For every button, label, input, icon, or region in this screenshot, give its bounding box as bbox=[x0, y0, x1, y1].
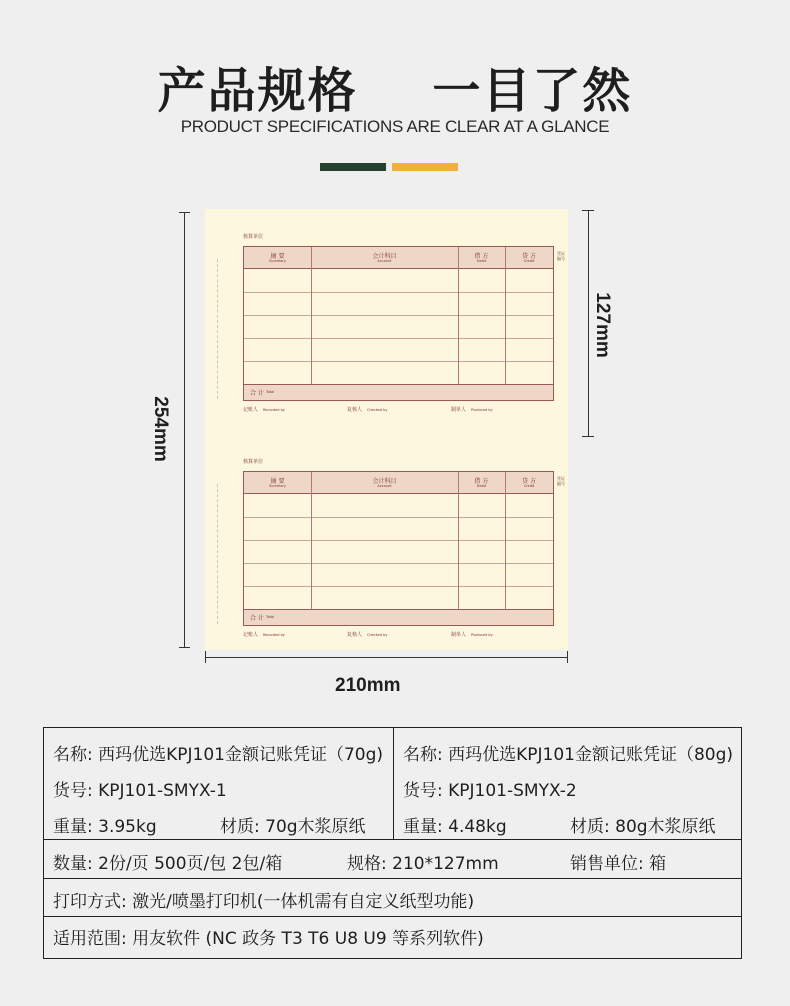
voucher-row bbox=[244, 517, 553, 518]
voucher-row bbox=[244, 586, 553, 587]
voucher-row bbox=[244, 540, 553, 541]
voucher-grid bbox=[243, 246, 554, 401]
voucher-column-header-en: Account bbox=[377, 484, 392, 488]
spec-left-item-no: 货号: KPJ101-SMYX-1 bbox=[53, 781, 227, 801]
voucher-total-label-en: Total bbox=[266, 615, 275, 619]
height-half-label: 127mm bbox=[592, 292, 613, 358]
voucher-column-header: 贷 方 bbox=[522, 478, 536, 485]
voucher-column-header: 会计科目 bbox=[372, 478, 397, 485]
voucher-bottom bbox=[205, 454, 568, 668]
voucher-row bbox=[244, 563, 553, 564]
width-dim-cap-right bbox=[567, 651, 568, 663]
voucher-column-header: 会计科目 bbox=[372, 253, 397, 260]
voucher-column-header-en: Debit bbox=[476, 484, 487, 488]
voucher-signer-en: Checked by bbox=[367, 408, 388, 412]
voucher-header-row bbox=[244, 247, 553, 269]
accent-bar-orange bbox=[392, 163, 458, 171]
voucher-signer-en: Produced by bbox=[471, 633, 493, 637]
perforation-line bbox=[217, 484, 218, 624]
voucher-signer: 制单人 bbox=[451, 632, 467, 638]
spec-right-material: 材质: 80g木浆原纸 bbox=[570, 817, 716, 837]
spec-divider bbox=[393, 728, 394, 839]
voucher-column-line bbox=[458, 247, 459, 386]
voucher-row bbox=[244, 361, 553, 362]
voucher-column-line bbox=[311, 247, 312, 386]
voucher-column-header-en: Credit bbox=[523, 484, 535, 488]
voucher-signer-en: Checked by bbox=[367, 633, 388, 637]
voucher-signer: 复核人 bbox=[347, 407, 363, 413]
voucher-total-row bbox=[244, 609, 553, 625]
half-dim-cap-top bbox=[582, 210, 594, 211]
spec-print-method: 打印方式: 激光/喷墨打印机(一体机需有自定义纸型功能) bbox=[53, 892, 475, 912]
voucher-row bbox=[244, 315, 553, 316]
voucher-top bbox=[205, 229, 568, 443]
spec-right-weight: 重量: 4.48kg bbox=[403, 817, 507, 837]
voucher-signer: 复核人 bbox=[347, 632, 363, 638]
spec-right-name: 名称: 西玛优选KPJ101金额记账凭证（80g) bbox=[403, 745, 734, 765]
voucher-total-row bbox=[244, 384, 553, 400]
title-sub: 一目了然 bbox=[432, 63, 633, 119]
voucher-unit-label: 核算单位 bbox=[243, 234, 264, 240]
spec-left-name: 名称: 西玛优选KPJ101金额记账凭证（70g) bbox=[53, 745, 384, 765]
voucher-side-text: 凭证编号 bbox=[557, 251, 565, 261]
voucher-row bbox=[244, 338, 553, 339]
voucher-column-header-en: Credit bbox=[523, 259, 535, 263]
voucher-column-line bbox=[505, 472, 506, 611]
voucher-column-header: 借 方 bbox=[474, 253, 489, 260]
voucher-column-header-en: Debit bbox=[476, 259, 487, 263]
voucher-column-header: 摘 要 bbox=[270, 478, 285, 485]
half-height-dim-line bbox=[588, 210, 589, 437]
voucher-column-line bbox=[311, 472, 312, 611]
height-dim-cap-bottom bbox=[179, 647, 190, 648]
voucher-total-label: 合 计 bbox=[250, 615, 264, 622]
spec-line bbox=[44, 839, 741, 840]
voucher-total-label: 合 计 bbox=[250, 390, 264, 397]
voucher-signer: 制单人 bbox=[451, 407, 467, 413]
voucher-side-text: 凭证编号 bbox=[557, 476, 565, 486]
voucher-total-label-en: Total bbox=[266, 390, 275, 394]
voucher-column-header: 借 方 bbox=[474, 478, 489, 485]
voucher-grid bbox=[243, 471, 554, 626]
voucher-signer: 记账人 bbox=[243, 632, 259, 638]
voucher-column-line bbox=[505, 247, 506, 386]
spec-left-material: 材质: 70g木浆原纸 bbox=[220, 817, 366, 837]
voucher-header-row bbox=[244, 472, 553, 494]
page-subtitle: PRODUCT SPECIFICATIONS ARE CLEAR AT A GLANCE bbox=[180, 117, 610, 136]
voucher-signer-en: Recorded by bbox=[263, 408, 285, 412]
voucher-column-line bbox=[458, 472, 459, 611]
title-main: 产品规格 bbox=[157, 63, 358, 119]
width-label: 210mm bbox=[335, 675, 401, 696]
voucher-column-header: 贷 方 bbox=[522, 253, 536, 260]
width-dim-cap-left bbox=[205, 651, 206, 663]
voucher-row bbox=[244, 292, 553, 293]
voucher-column-header-en: Summary bbox=[269, 484, 286, 488]
accent-bar-green bbox=[320, 163, 386, 171]
spec-scope: 适用范围: 用友软件 (NC 政务 T3 T6 U8 U9 等系列软件) bbox=[53, 929, 484, 949]
height-dim-cap-top bbox=[179, 212, 190, 213]
voucher-signer-en: Produced by bbox=[471, 408, 493, 412]
spec-line bbox=[44, 916, 741, 917]
spec-size: 规格: 210*127mm bbox=[347, 854, 499, 874]
voucher-paper bbox=[205, 209, 568, 650]
voucher-column-header-en: Summary bbox=[269, 259, 286, 263]
height-total-label: 254mm bbox=[150, 396, 171, 462]
half-dim-cap-bottom bbox=[582, 436, 594, 437]
voucher-signer-en: Recorded by bbox=[263, 633, 285, 637]
spec-table bbox=[43, 727, 742, 959]
spec-quantity: 数量: 2份/页 500页/包 2包/箱 bbox=[53, 854, 283, 874]
voucher-column-header: 摘 要 bbox=[270, 253, 285, 260]
voucher-unit-label: 核算单位 bbox=[243, 459, 264, 465]
perforation-line bbox=[217, 259, 218, 399]
spec-left-weight: 重量: 3.95kg bbox=[53, 817, 157, 837]
width-dim-line bbox=[205, 657, 568, 658]
spec-line bbox=[44, 878, 741, 879]
spec-sales-unit: 销售单位: 箱 bbox=[570, 854, 667, 874]
page-title bbox=[0, 52, 790, 121]
height-dim-line bbox=[184, 212, 185, 648]
voucher-signer: 记账人 bbox=[243, 407, 259, 413]
spec-right-item-no: 货号: KPJ101-SMYX-2 bbox=[403, 781, 577, 801]
voucher-column-header-en: Account bbox=[377, 259, 392, 263]
